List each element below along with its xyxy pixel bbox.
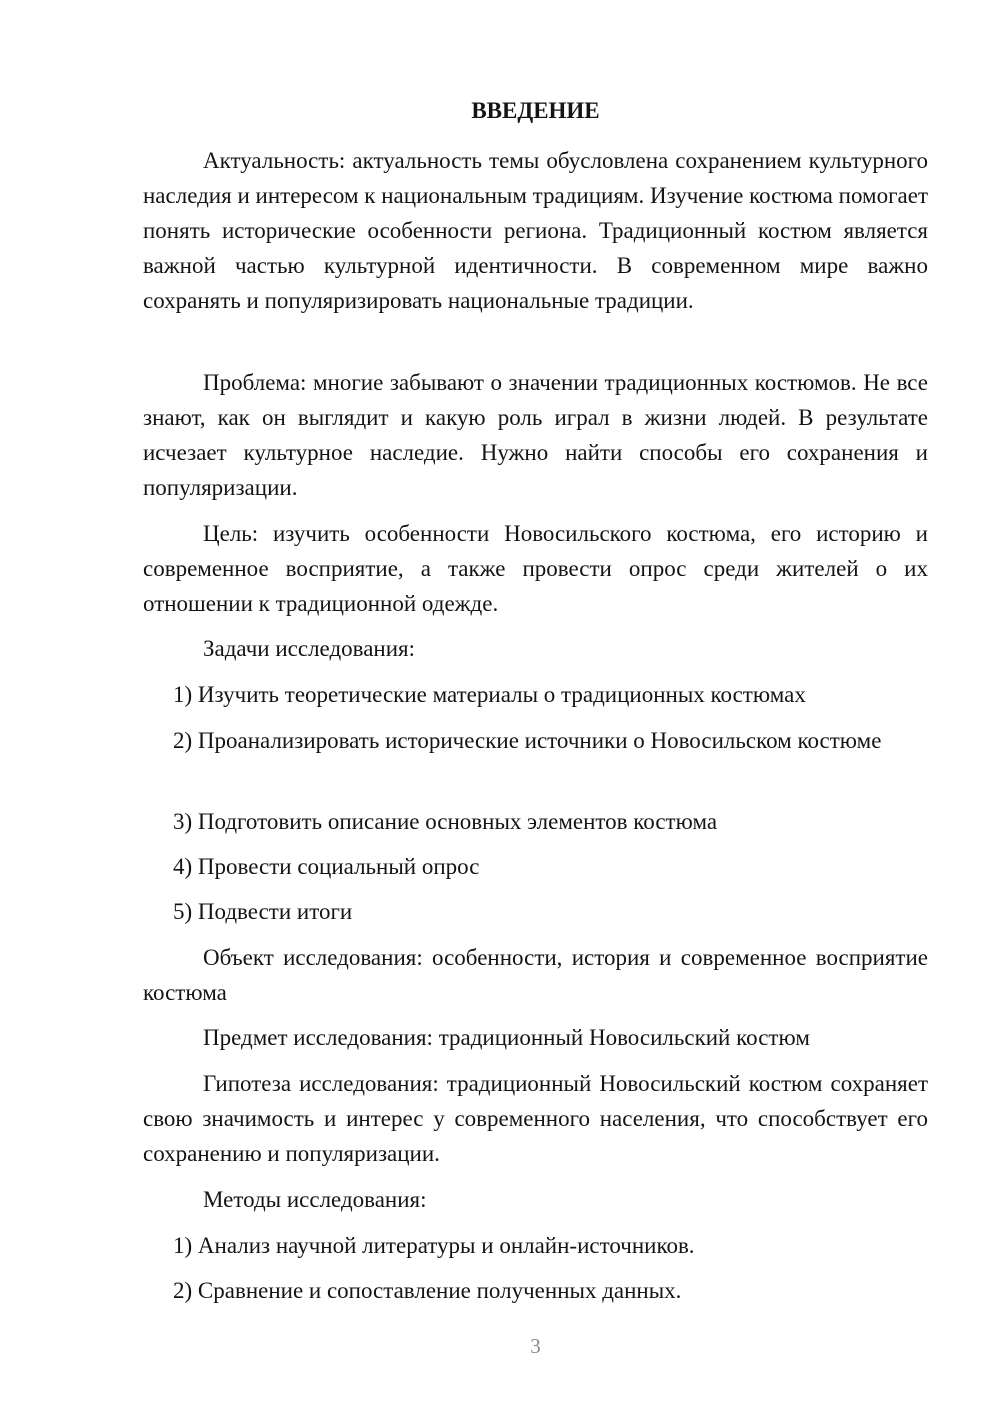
goal-paragraph: Цель: изучить особенности Новосильского костюма, его историю и современное восприятие, а также провести опрос среди жителей о их отношении к традиционной одежде. [143, 521, 928, 616]
task-item: 3) Подготовить описание основных элементов костюма [173, 809, 718, 834]
task-item: 4) Провести социальный опрос [173, 854, 480, 879]
task-item: 5) Подвести итоги [173, 899, 353, 924]
relevance-paragraph: Актуальность: актуальность темы обусловлена сохранением культурного наследия и интересом к национальным традициям. Изучение костюма помогает понять исторические особенности региона. Традиционный костюм является важной частью культурной идентичности. В современном мире важно сохранять и популяризировать национальные традиции. [143, 148, 928, 313]
task-item: 1) Изучить теоретические материалы о традиционных костюмах [173, 682, 806, 707]
method-item: 2) Сравнение и сопоставление полученных данных. [173, 1278, 682, 1303]
task-item: 2) Проанализировать исторические источники о Новосильском костюме [173, 728, 882, 753]
section-title: ВВЕДЕНИЕ [471, 98, 600, 123]
subject-paragraph: Предмет исследования: традиционный Новосильский костюм [203, 1025, 810, 1050]
methods-heading: Методы исследования: [203, 1187, 427, 1212]
object-paragraph: Объект исследования: особенности, история и современное восприятие костюма [143, 945, 928, 1005]
page-number: 3 [530, 1334, 541, 1358]
problem-paragraph: Проблема: многие забывают о значении традиционных костюмов. Не все знают, как он выглядит и какую роль играл в жизни людей. В результате исчезает культурное наследие. Нужно найти способы его сохранения и популяризации. [143, 370, 928, 500]
hypothesis-paragraph: Гипотеза исследования: традиционный Новосильский костюм сохраняет свою значимость и интерес у современного населения, что способствует его сохранению и популяризации. [143, 1071, 928, 1166]
document-page [143, 0, 928, 1414]
method-item: 1) Анализ научной литературы и онлайн-источников. [173, 1233, 695, 1258]
tasks-heading: Задачи исследования: [203, 636, 416, 661]
